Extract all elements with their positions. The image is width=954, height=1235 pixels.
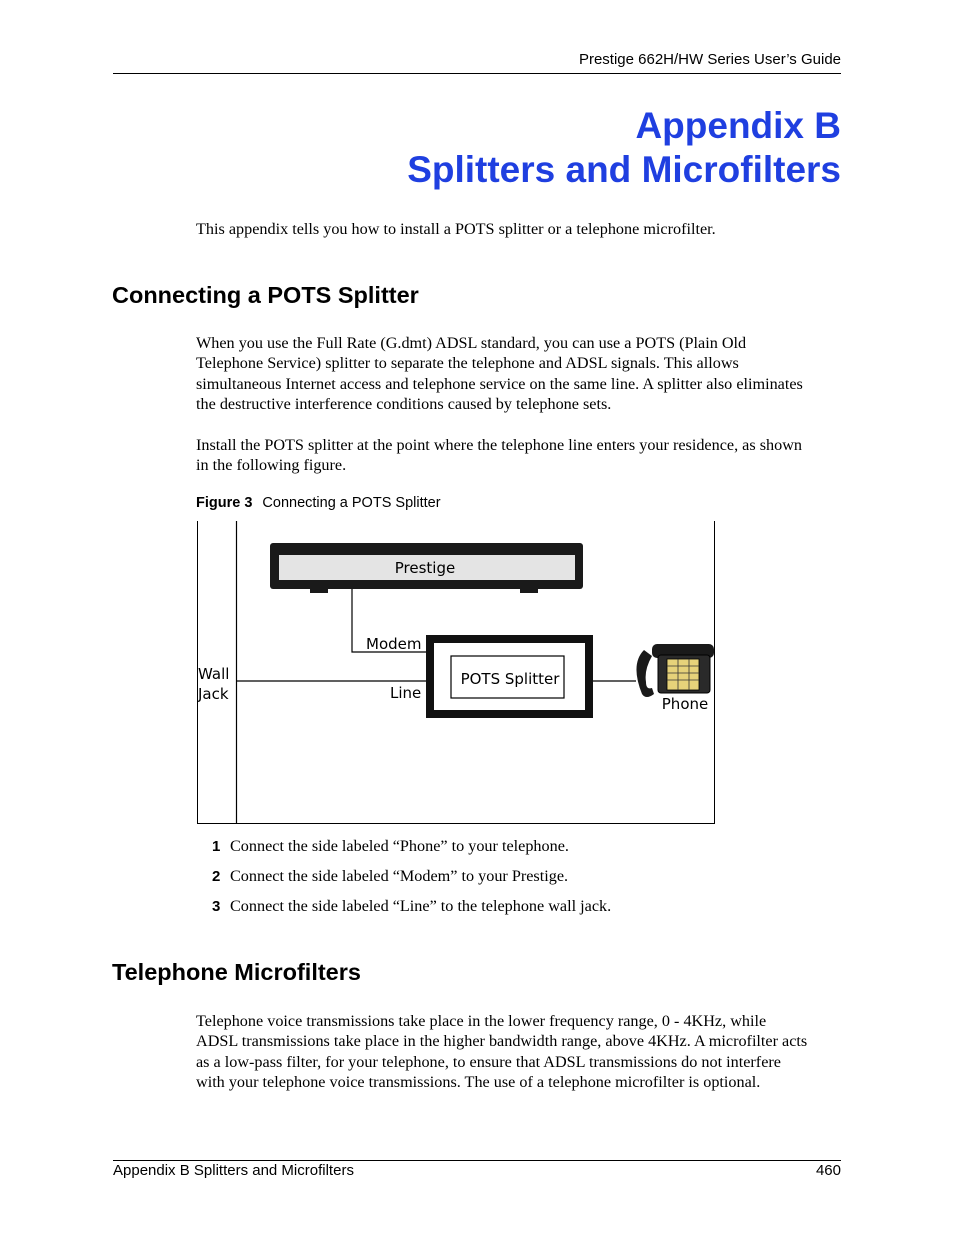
jack-label: Jack [198,685,229,703]
intro-paragraph: This appendix tells you how to install a POTS splitter or a telephone microfilter. [196,220,716,238]
text-line: Telephone voice transmissions take place in the lower frequency range, 0 - 4KHz, while [196,1012,767,1030]
footer-title: Appendix B Splitters and Microfilters [113,1162,354,1179]
list-item [212,897,611,916]
chapter-title-line2: Splitters and Microfilters [407,149,841,190]
text-line: the destructive interference conditions caused by telephone sets. [196,394,612,413]
figure-label: Figure 3 [196,495,253,511]
prestige-device [270,543,583,593]
running-header: Prestige 662H/HW Series User’s Guide [578,51,841,68]
footer-rule [113,1160,841,1161]
step-text: Connect the side labeled “Modem” to your Prestige. [230,867,569,885]
text-line: simultaneous Internet access and telephone service on the same line. A splitter also eliminates [196,374,803,393]
text-line: Install the POTS splitter at the point where the telephone line enters your residence, as shown [196,436,802,454]
step-text: Connect the side labeled “Phone” to your telephone. [230,837,569,855]
line-label: Line [390,684,422,702]
text-line: ADSL transmissions take place in the higher bandwidth range, above 4KHz. A microfilter acts [196,1032,808,1051]
wall-label: Wall [198,665,230,683]
step-number: 3 [212,898,221,915]
figure-caption-text: Connecting a POTS Splitter [262,495,441,511]
text-line: Telephone Service) splitter to separate the telephone and ADSL signals. This allows [196,354,739,373]
section-heading-microfilters: Telephone Microfilters [112,959,361,985]
text-line: with your telephone voice transmissions. The use of a telephone microfilter is optional. [196,1072,761,1091]
step-text: Connect the side labeled “Line” to the telephone wall jack. [230,897,612,915]
pots-splitter-box [430,639,589,714]
text-line: as a low-pass filter, for your telephone, to ensure that ADSL transmissions do not interfere [196,1052,781,1071]
prestige-label: Prestige [394,559,456,577]
step-number: 1 [212,838,221,855]
modem-label: Modem [366,635,422,653]
splitter-label: POTS Splitter [460,670,560,688]
phone-label: Phone [661,695,709,713]
list-item [212,867,568,886]
telephone-icon [636,644,714,713]
list-item [212,837,569,856]
chapter-title-line1: Appendix B [635,105,841,146]
text-line: When you use the Full Rate (G.dmt) ADSL standard, you can use a POTS (Plain Old [196,334,747,352]
microfilters-paragraph [196,1011,844,1092]
step-number: 2 [212,868,221,885]
text-line: in the following figure. [196,456,347,475]
section-heading-pots: Connecting a POTS Splitter [112,282,419,308]
page-number: 460 [815,1162,841,1179]
